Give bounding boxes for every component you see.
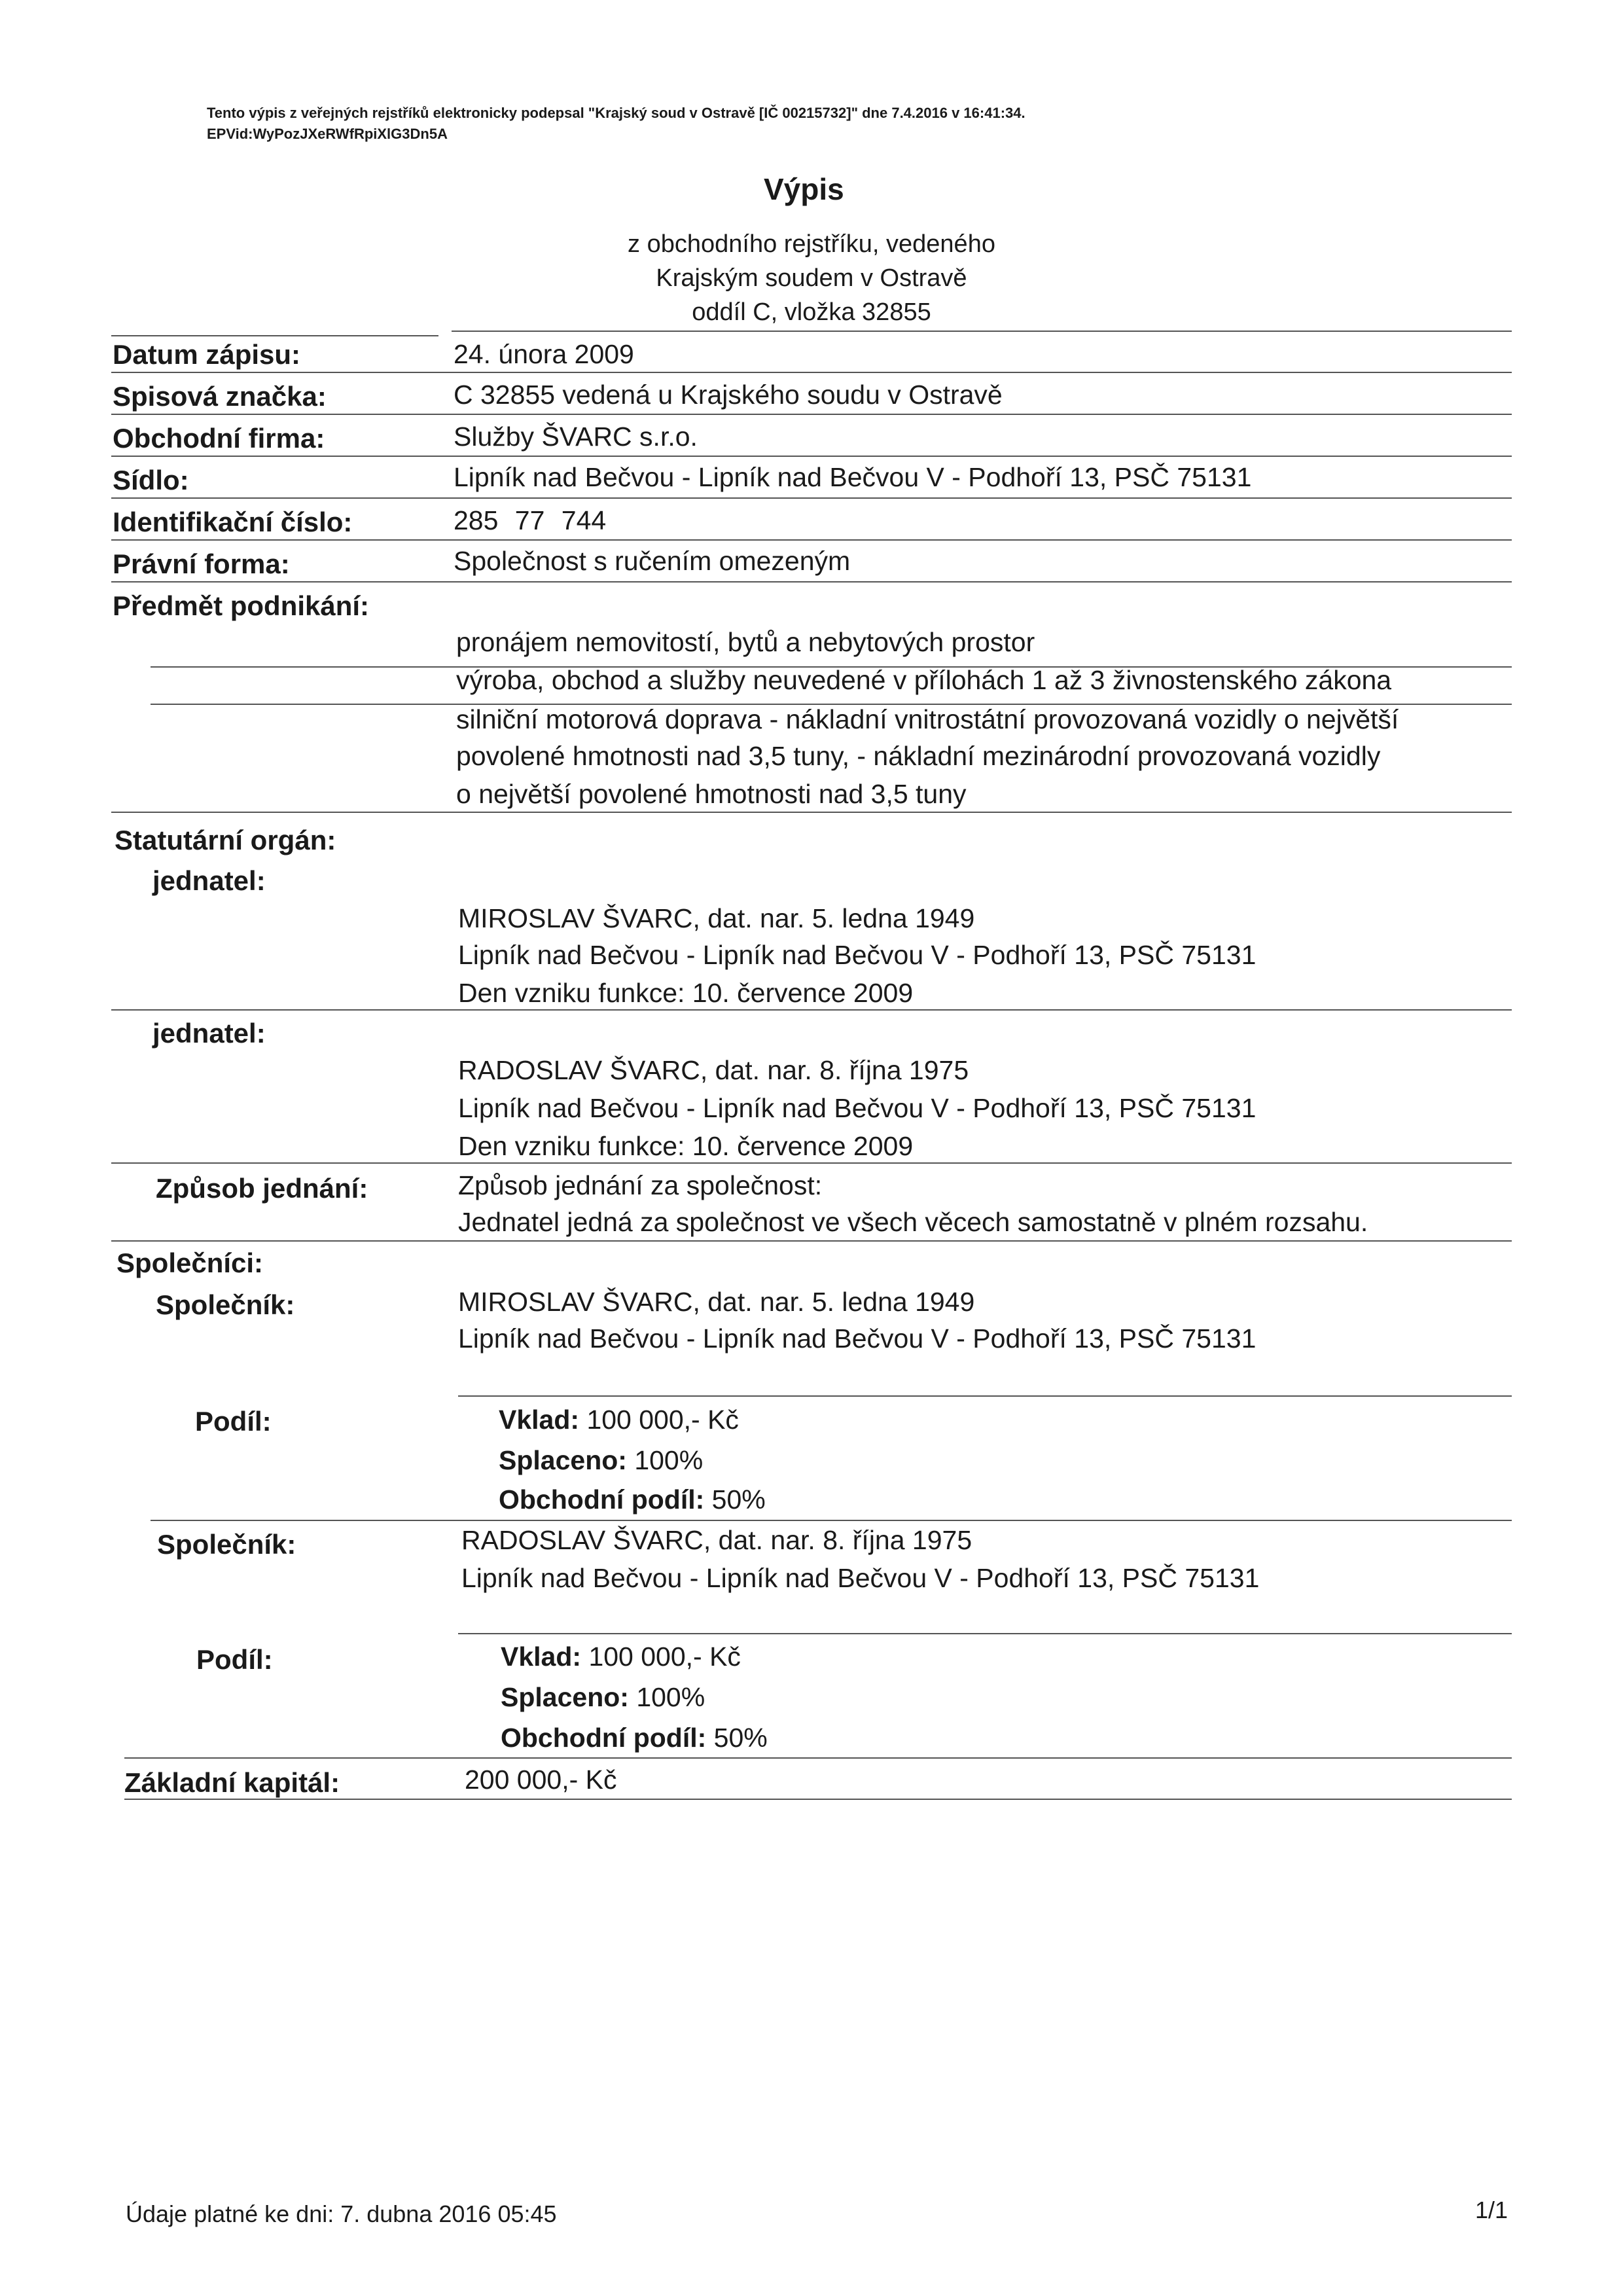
document-title: Výpis xyxy=(764,172,844,206)
rule xyxy=(458,1395,1512,1397)
obchodni-podil-value: 50% xyxy=(706,1723,768,1753)
value-ico: 285 77 744 xyxy=(454,505,607,535)
label-spolecnik-2: Společník: xyxy=(157,1529,296,1560)
label-podil-2: Podíl: xyxy=(196,1644,273,1675)
label-spisova-znacka: Spisová značka: xyxy=(113,381,327,412)
spolecnik-2-address: Lipník nad Bečvou - Lipník nad Bečvou V - Podhoří 13, PSČ 75131 xyxy=(461,1563,1260,1593)
rule xyxy=(452,331,1512,332)
obchodni-podil-label: Obchodní podíl: xyxy=(501,1723,707,1753)
value-zakladni-kapital: 200 000,- Kč xyxy=(465,1765,617,1795)
rule xyxy=(111,1162,1512,1164)
jednatel-2-name: RADOSLAV ŠVARC, dat. nar. 8. října 1975 xyxy=(458,1055,969,1085)
label-ico: Identifikační číslo: xyxy=(113,507,353,537)
rule xyxy=(111,812,1512,813)
rule xyxy=(111,1009,1512,1011)
predmet-item-3-line-2: povolené hmotnosti nad 3,5 tuny, - nákladní mezinárodní provozovaná vozidly xyxy=(456,741,1381,771)
jednatel-1-since: Den vzniku funkce: 10. července 2009 xyxy=(458,978,914,1008)
spolecnik-1-vklad xyxy=(499,1405,739,1435)
splaceno-value: 100% xyxy=(628,1682,705,1712)
value-obchodni-firma: Služby ŠVARC s.r.o. xyxy=(454,422,698,452)
rule xyxy=(111,1240,1512,1242)
label-podil-1: Podíl: xyxy=(195,1406,272,1437)
label-zakladni-kapital: Základní kapitál: xyxy=(124,1767,340,1798)
label-obchodni-firma: Obchodní firma: xyxy=(113,423,325,454)
rule xyxy=(458,1633,1512,1634)
vklad-value: 100 000,- Kč xyxy=(581,1641,741,1672)
label-spolecnik-1: Společník: xyxy=(156,1289,295,1320)
zpusob-jednani-line-1: Způsob jednání za společnost: xyxy=(458,1170,823,1200)
predmet-item-3-line-1: silniční motorová doprava - nákladní vnitrostátní provozovaná vozidly o největší xyxy=(456,704,1399,734)
splaceno-label: Splaceno: xyxy=(499,1445,627,1475)
spolecnik-1-name: MIROSLAV ŠVARC, dat. nar. 5. ledna 1949 xyxy=(458,1287,975,1317)
epvid: EPVid:WyPozJXeRWfRpiXlG3Dn5A xyxy=(207,126,448,142)
jednatel-1-address: Lipník nad Bečvou - Lipník nad Bečvou V - Podhoří 13, PSČ 75131 xyxy=(458,940,1257,970)
footer-valid-date: Údaje platné ke dni: 7. dubna 2016 05:45 xyxy=(126,2200,557,2227)
signature-line: Tento výpis z veřejných rejstříků elektronicky podepsal "Krajský soud v Ostravě [IČ 00215732]" dne 7.4.2016 v 16:41:34. xyxy=(207,105,1026,121)
obchodni-podil-value: 50% xyxy=(704,1484,766,1515)
rule xyxy=(111,581,1512,583)
jednatel-2-since: Den vzniku funkce: 10. července 2009 xyxy=(458,1131,914,1161)
rule xyxy=(151,1520,1512,1521)
label-statutarni-organ: Statutární orgán: xyxy=(115,825,336,855)
predmet-item-2: výroba, obchod a služby neuvedené v přílohách 1 až 3 živnostenského zákona xyxy=(456,665,1392,695)
predmet-item-1: pronájem nemovitostí, bytů a nebytových prostor xyxy=(456,627,1035,657)
label-datum-zapisu: Datum zápisu: xyxy=(113,339,301,370)
rule xyxy=(111,372,1512,373)
vklad-value: 100 000,- Kč xyxy=(579,1405,739,1435)
value-spisova-znacka: C 32855 vedená u Krajského soudu v Ostravě xyxy=(454,380,1003,410)
value-pravni-forma: Společnost s ručením omezeným xyxy=(454,546,851,576)
spolecnik-2-name: RADOSLAV ŠVARC, dat. nar. 8. října 1975 xyxy=(461,1525,972,1555)
jednatel-2-address: Lipník nad Bečvou - Lipník nad Bečvou V - Podhoří 13, PSČ 75131 xyxy=(458,1093,1257,1123)
spolecnik-2-splaceno xyxy=(501,1682,705,1713)
spolecnik-2-obchodni-podil xyxy=(501,1723,768,1753)
spolecnik-2-vklad xyxy=(501,1641,741,1672)
subtitle-line-1: z obchodního rejstříku, vedeného xyxy=(628,230,995,258)
rule xyxy=(111,456,1512,457)
vklad-label: Vklad: xyxy=(499,1405,580,1435)
splaceno-label: Splaceno: xyxy=(501,1682,629,1712)
obchodni-podil-label: Obchodní podíl: xyxy=(499,1484,705,1515)
splaceno-value: 100% xyxy=(626,1445,704,1475)
rule xyxy=(111,335,438,336)
label-jednatel-2: jednatel: xyxy=(152,1018,266,1049)
label-zpusob-jednani: Způsob jednání: xyxy=(156,1173,368,1204)
zpusob-jednani-line-2: Jednatel jedná za společnost ve všech věcech samostatně v plném rozsahu. xyxy=(458,1207,1368,1237)
label-predmet-podnikani: Předmět podnikání: xyxy=(113,590,370,621)
rule xyxy=(111,414,1512,415)
spolecnik-1-splaceno xyxy=(499,1445,703,1476)
rule xyxy=(124,1799,1512,1800)
subtitle-line-2: Krajským soudem v Ostravě xyxy=(656,264,967,292)
spolecnik-1-obchodni-podil xyxy=(499,1484,766,1515)
rule xyxy=(124,1757,1512,1759)
vklad-label: Vklad: xyxy=(501,1641,582,1672)
label-sidlo: Sídlo: xyxy=(113,465,189,495)
label-spolecnici: Společníci: xyxy=(116,1247,264,1278)
page-number: 1/1 xyxy=(1475,2197,1508,2223)
value-datum-zapisu: 24. února 2009 xyxy=(454,339,634,369)
rule xyxy=(111,539,1512,541)
rule xyxy=(111,497,1512,499)
predmet-item-3-line-3: o největší povolené hmotnosti nad 3,5 tuny xyxy=(456,779,967,809)
label-jednatel-1: jednatel: xyxy=(152,865,266,896)
value-sidlo: Lipník nad Bečvou - Lipník nad Bečvou V - Podhoří 13, PSČ 75131 xyxy=(454,462,1252,492)
subtitle-line-3: oddíl C, vložka 32855 xyxy=(692,298,931,326)
spolecnik-1-address: Lipník nad Bečvou - Lipník nad Bečvou V - Podhoří 13, PSČ 75131 xyxy=(458,1323,1257,1354)
label-pravni-forma: Právní forma: xyxy=(113,548,290,579)
jednatel-1-name: MIROSLAV ŠVARC, dat. nar. 5. ledna 1949 xyxy=(458,903,975,933)
